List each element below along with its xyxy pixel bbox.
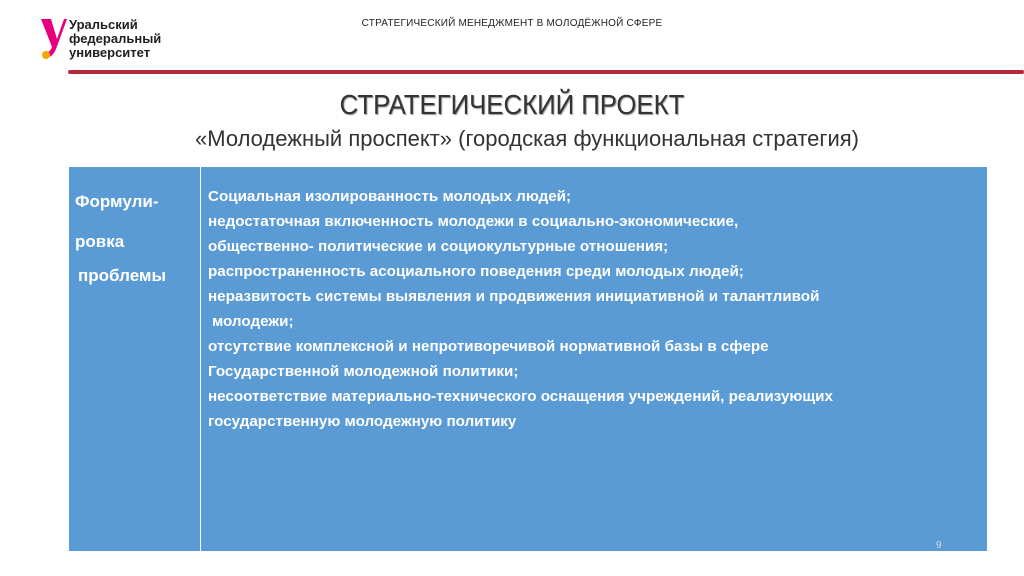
logo-line-3: университет — [69, 45, 151, 60]
page-number: 9 — [936, 540, 942, 551]
slide-title: СТРАТЕГИЧЕСКИЙ ПРОЕКТ — [339, 89, 685, 120]
problem-label-cell — [69, 167, 201, 551]
logo-line-1: Уральский — [69, 17, 138, 32]
problem-line: молодежи; — [212, 313, 294, 330]
logo-line-2: федеральный — [69, 31, 162, 46]
label-line-3: проблемы — [78, 266, 167, 285]
slide-subtitle: «Молодежный проспект» (городская функциональная стратегия) — [195, 126, 859, 151]
problem-line: неразвитость системы выявления и продвижения инициативной и талантливой — [208, 288, 820, 305]
problem-line: Социальная изолированность молодых людей; — [208, 188, 572, 205]
label-line-1: Формули- — [75, 192, 159, 211]
problem-table — [68, 166, 988, 552]
problem-line: отсутствие комплексной и непротиворечивой нормативной базы в сфере — [208, 338, 769, 355]
problem-line: Государственной молодежной политики; — [208, 363, 519, 380]
problem-line: недостаточная включенность молодежи в социально-экономические, — [208, 213, 739, 230]
problem-line: несоответствие материально-технического оснащения учреждений, реализующих — [208, 388, 833, 405]
problem-line: общественно- политические и социокультурные отношения; — [208, 238, 669, 255]
problem-line: государственную молодежную политику — [208, 413, 517, 430]
header-course-title: СТРАТЕГИЧЕСКИЙ МЕНЕДЖМЕНТ В МОЛОДЁЖНОЙ СФЕРЕ — [361, 18, 663, 29]
problem-line: распространенность асоциального поведения среди молодых людей; — [208, 263, 744, 280]
problem-content-cell — [201, 167, 987, 551]
header-divider — [68, 70, 1024, 74]
label-line-2: ровка — [75, 232, 125, 251]
